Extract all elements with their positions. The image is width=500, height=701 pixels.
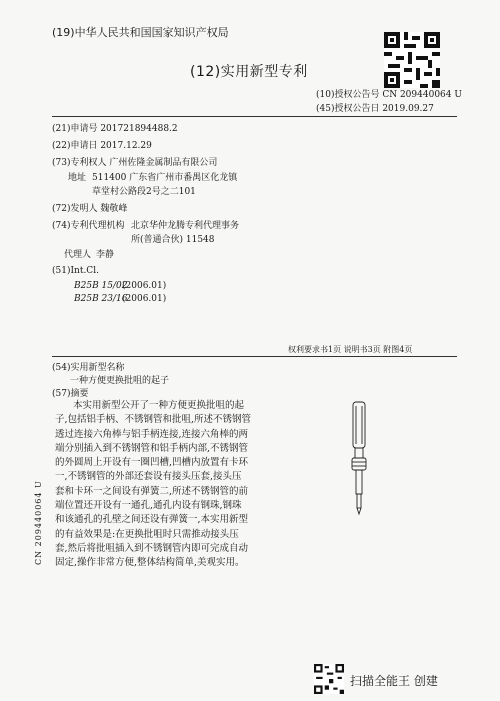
abstract-line: 套和卡环一之间设有弹簧二,所述不锈钢管的前 bbox=[55, 485, 249, 497]
application-date: (22)申请日 2017.12.29 bbox=[52, 141, 152, 151]
inventor: (72)发明人 魏敬峰 bbox=[52, 204, 128, 214]
agency-label: (74)专利代理机构 bbox=[52, 221, 125, 231]
abstract-line: 透过连接六角棒与铝手柄连接,连接六角棒的两 bbox=[55, 428, 249, 440]
utility-model-title: 一种方便更换批咀的起子 bbox=[70, 376, 170, 386]
agency-line-2: 所(普通合伙) 11548 bbox=[131, 235, 215, 245]
publication-number: (10)授权公告号 CN 209440064 U bbox=[316, 90, 462, 100]
abstract-line: 的外圆周上开设有一圈凹槽,凹槽内放置有卡环 bbox=[55, 457, 249, 469]
classification-1: B25B 15/02 bbox=[74, 281, 128, 291]
abstract-line: 套,然后将批咀插入到不锈钢管内即可完成自动 bbox=[55, 542, 249, 554]
classification-2: B25B 23/16 bbox=[74, 294, 128, 304]
header-divider bbox=[52, 116, 457, 117]
int-cl-label: (51)Int.Cl. bbox=[52, 266, 99, 276]
abstract-line: 端分别插入到不锈钢管和铝手柄内部,不锈钢管 bbox=[55, 442, 249, 454]
patent-holder: (73)专利权人 广州佐隆金属制品有限公司 bbox=[52, 158, 218, 168]
abstract-line: 和该通孔的孔壁之间还设有弹簧一,本实用新型 bbox=[55, 514, 249, 526]
agent-label: 代理人 bbox=[64, 250, 92, 260]
title-label: (54)实用新型名称 bbox=[52, 363, 125, 373]
abstract-line: 子,包括铝手柄、不锈钢管和批咀,所述不锈钢管 bbox=[55, 414, 252, 426]
publication-date: (45)授权公告日 2019.09.27 bbox=[316, 104, 434, 114]
address-line-2: 草堂村公路段2号之二101 bbox=[92, 187, 196, 197]
page-counts: 权利要求书1页 说明书3页 附图4页 bbox=[288, 345, 413, 354]
agent-name: 李静 bbox=[96, 250, 115, 260]
screwdriver-drawing bbox=[344, 400, 374, 520]
abstract-line: 一,不锈钢管的外部还套设有接头压套,接头压 bbox=[55, 471, 242, 483]
application-number: (21)申请号 201721894488.2 bbox=[52, 124, 178, 134]
address-label: 地址 bbox=[68, 173, 87, 183]
counts-divider bbox=[52, 356, 457, 357]
abstract-line: 本实用新型公开了一种方便更换批咀的起 bbox=[73, 400, 245, 411]
document-type: (12)实用新型专利 bbox=[190, 64, 308, 80]
address-line-1: 511400 广东省广州市番禺区化龙镇 bbox=[92, 173, 238, 183]
abstract-label: (57)摘要 bbox=[52, 389, 89, 399]
footer-qr-code bbox=[314, 664, 344, 694]
agency-line-1: 北京华仲龙腾专利代理事务 bbox=[131, 221, 240, 231]
abstract-line: 固定,操作非常方便,整体结构简单,美观实用。 bbox=[55, 557, 245, 569]
classification-1-date: (2006.01) bbox=[122, 281, 167, 291]
abstract-text bbox=[55, 399, 275, 571]
classification-2-date: (2006.01) bbox=[122, 294, 167, 304]
scanner-brand: 扫描全能王 创建 bbox=[350, 674, 438, 688]
abstract-line: 的有益效果是:在更换批咀时只需推动接头压 bbox=[55, 528, 239, 540]
header-qr-code bbox=[384, 32, 440, 88]
side-publication-number: CN 209440064 U bbox=[34, 480, 43, 565]
issuing-office: (19)中华人民共和国国家知识产权局 bbox=[52, 26, 229, 39]
abstract-line: 端位置还开设有一通孔,通孔内设有钢珠,钢珠 bbox=[55, 500, 242, 512]
